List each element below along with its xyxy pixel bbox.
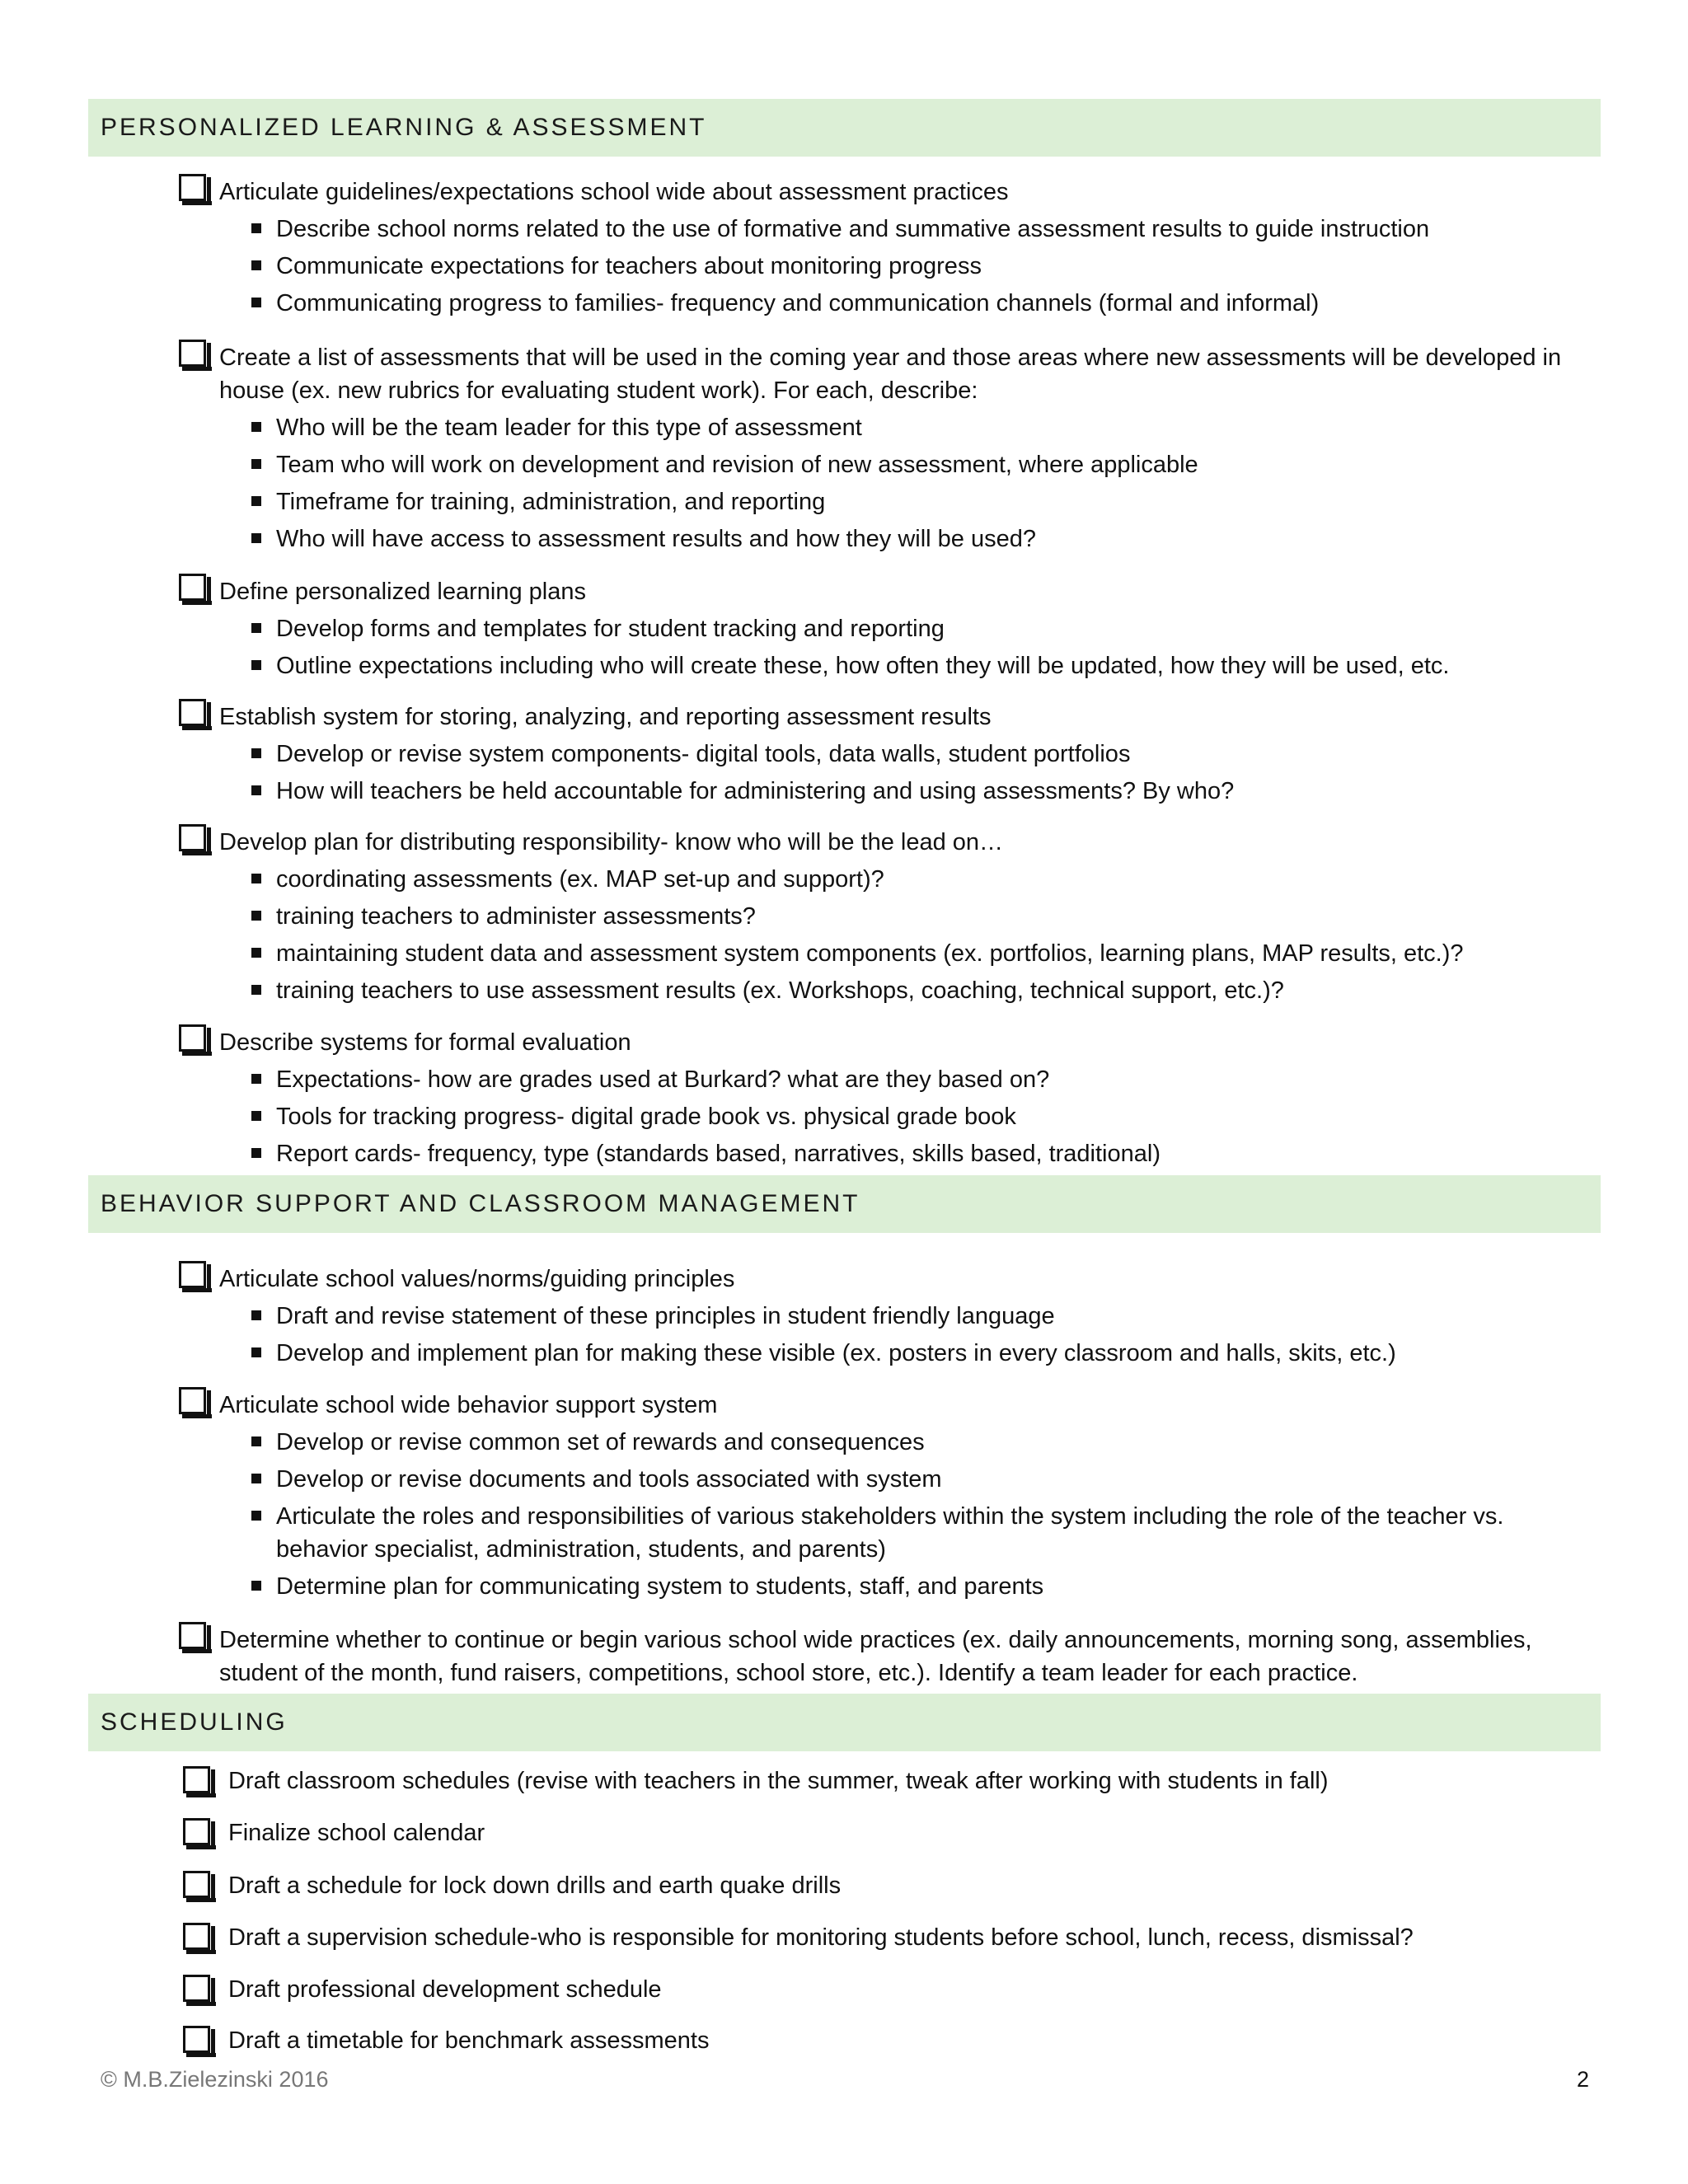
sub-item: Who will have access to assessment results and how they will be used? [251, 523, 1601, 555]
item-text: Determine whether to continue or begin various school wide practices (ex. daily announcements, morning song, assemblies, student of the month, fund raisers, competitions, school store, etc.). Identify a team leader for each practice. [219, 1627, 1532, 1686]
item-text: Draft a supervision schedule-who is responsible for monitoring students before school, lunch, recess, dismissal? [228, 1924, 1414, 1951]
item-text: Articulate school wide behavior support system [219, 1392, 718, 1418]
square-bullet-icon [251, 1581, 261, 1591]
square-bullet-icon [251, 1347, 261, 1357]
sub-item: Who will be the team leader for this type of assessment [251, 411, 1601, 444]
sub-list [179, 213, 1601, 320]
sub-item: Determine plan for communicating system to students, staff, and parents [251, 1570, 1601, 1603]
item-text: Define personalized learning plans [219, 579, 586, 605]
sub-item: Communicate expectations for teachers about monitoring progress [251, 250, 1601, 283]
checklist-item [179, 176, 1601, 324]
checkbox-icon[interactable] [179, 1261, 209, 1291]
section-header-assessment [88, 99, 1601, 157]
sub-list [179, 1063, 1601, 1170]
square-bullet-icon [251, 1436, 261, 1446]
checkbox-icon[interactable] [183, 1975, 213, 2005]
page-number: 2 [1576, 2067, 1589, 2092]
schedule-item [183, 1924, 1414, 1955]
section-title: BEHAVIOR SUPPORT AND CLASSROOM MANAGEMENT [101, 1190, 860, 1217]
square-bullet-icon [251, 459, 261, 469]
square-bullet-icon [251, 874, 261, 883]
square-bullet-icon [251, 496, 261, 506]
schedule-item [183, 1976, 662, 2007]
checklist-item [179, 1263, 1601, 1374]
sub-item: Develop forms and templates for student tracking and reporting [251, 612, 1601, 645]
square-bullet-icon [251, 1474, 261, 1483]
sub-item: Report cards- frequency, type (standards based, narratives, skills based, traditional) [251, 1137, 1601, 1170]
sub-item: Team who will work on development and revision of new assessment, where applicable [251, 448, 1601, 481]
square-bullet-icon [251, 985, 261, 995]
square-bullet-icon [251, 1111, 261, 1121]
sub-item: How will teachers be held accountable for administering and using assessments? By who? [251, 775, 1601, 808]
checkbox-icon[interactable] [179, 699, 209, 729]
checklist-item [179, 1389, 1601, 1607]
checklist-item [179, 701, 1601, 812]
item-text: Draft classroom schedules (revise with teachers in the summer, tweak after working with students in fall) [228, 1768, 1329, 1794]
sub-item: coordinating assessments (ex. MAP set-up and support)? [251, 863, 1601, 896]
sub-item: Develop or revise common set of rewards and consequences [251, 1426, 1601, 1459]
sub-item: Describe school norms related to the use of formative and summative assessment results to guide instruction [251, 213, 1601, 246]
square-bullet-icon [251, 1074, 261, 1084]
checkbox-icon[interactable] [179, 1024, 209, 1055]
sub-item: Articulate the roles and responsibilities of various stakeholders within the system including the role of the teacher vs. behavior specialist, administration, students, and parents) [251, 1500, 1601, 1566]
square-bullet-icon [251, 1511, 261, 1521]
sub-item: Draft and revise statement of these principles in student friendly language [251, 1300, 1601, 1333]
checkbox-icon[interactable] [179, 1387, 209, 1418]
schedule-item [183, 1872, 841, 1903]
sub-item: Tools for tracking progress- digital grade book vs. physical grade book [251, 1100, 1601, 1133]
square-bullet-icon [251, 1310, 261, 1320]
section-title: SCHEDULING [101, 1708, 288, 1736]
checkbox-icon[interactable] [179, 174, 209, 204]
item-text: Finalize school calendar [228, 1820, 485, 1846]
footer-copyright: © M.B.Zielezinski 2016 [101, 2067, 329, 2092]
checkbox-icon[interactable] [179, 1622, 209, 1652]
sub-item: Outline expectations including who will create these, how often they will be updated, how they will be used, etc. [251, 649, 1601, 682]
square-bullet-icon [251, 948, 261, 958]
square-bullet-icon [251, 1148, 261, 1158]
item-text: Develop plan for distributing responsibility- know who will be the lead on… [219, 829, 1004, 855]
sub-item: training teachers to administer assessments? [251, 900, 1601, 933]
checklist-item [179, 1624, 1601, 1690]
sub-item: Develop and implement plan for making these visible (ex. posters in every classroom and halls, skits, etc.) [251, 1337, 1601, 1370]
sub-item: Communicating progress to families- frequency and communication channels (formal and informal) [251, 287, 1601, 320]
checkbox-icon[interactable] [179, 824, 209, 855]
checklist-item [179, 1026, 1601, 1174]
sub-item: Expectations- how are grades used at Burkard? what are they based on? [251, 1063, 1601, 1096]
sub-list [179, 612, 1601, 682]
square-bullet-icon [251, 748, 261, 758]
item-text: Establish system for storing, analyzing, and reporting assessment results [219, 704, 992, 730]
item-text: Create a list of assessments that will be used in the coming year and those areas where new assessments will be developed in house (ex. new rubrics for evaluating student work). For each, describe: [219, 344, 1562, 404]
square-bullet-icon [251, 623, 261, 633]
square-bullet-icon [251, 422, 261, 432]
item-text: Draft a schedule for lock down drills and earth quake drills [228, 1872, 842, 1899]
checkbox-icon[interactable] [183, 1766, 213, 1797]
section-title: PERSONALIZED LEARNING & ASSESSMENT [101, 114, 707, 141]
square-bullet-icon [251, 223, 261, 233]
square-bullet-icon [251, 911, 261, 921]
item-text: Articulate guidelines/expectations school wide about assessment practices [219, 179, 1009, 205]
square-bullet-icon [251, 785, 261, 795]
item-text: Describe systems for formal evaluation [219, 1029, 631, 1056]
sub-list [179, 1426, 1601, 1603]
sub-item: Develop or revise documents and tools associated with system [251, 1463, 1601, 1496]
checkbox-icon[interactable] [183, 1818, 213, 1849]
checkbox-icon[interactable] [179, 340, 209, 370]
square-bullet-icon [251, 298, 261, 307]
sub-list [179, 411, 1601, 555]
square-bullet-icon [251, 533, 261, 543]
square-bullet-icon [251, 260, 261, 270]
checkbox-icon[interactable] [183, 2026, 213, 2056]
sub-item: training teachers to use assessment results (ex. Workshops, coaching, technical support, etc.)? [251, 974, 1601, 1007]
item-text: Articulate school values/norms/guiding principles [219, 1266, 735, 1292]
section-header-behavior [88, 1175, 1601, 1233]
sub-item: Timeframe for training, administration, and reporting [251, 485, 1601, 518]
square-bullet-icon [251, 660, 261, 670]
sub-list [179, 738, 1601, 808]
item-text: Draft a timetable for benchmark assessments [228, 2027, 710, 2054]
checkbox-icon[interactable] [183, 1871, 213, 1901]
checklist-item [179, 826, 1601, 1011]
sub-item: Develop or revise system components- digital tools, data walls, student portfolios [251, 738, 1601, 771]
schedule-item [183, 1820, 485, 1850]
checklist-item [179, 575, 1601, 687]
checkbox-icon[interactable] [183, 1923, 213, 1953]
schedule-item [183, 1768, 1329, 1798]
checklist-item [179, 341, 1601, 560]
sub-list [179, 1300, 1601, 1370]
item-text: Draft professional development schedule [228, 1976, 662, 2003]
section-header-scheduling [88, 1694, 1601, 1751]
sub-list [179, 863, 1601, 1007]
sub-item: maintaining student data and assessment system components (ex. portfolios, learning plans, MAP results, etc.)? [251, 937, 1601, 970]
schedule-item [183, 2027, 709, 2058]
checkbox-icon[interactable] [179, 574, 209, 604]
